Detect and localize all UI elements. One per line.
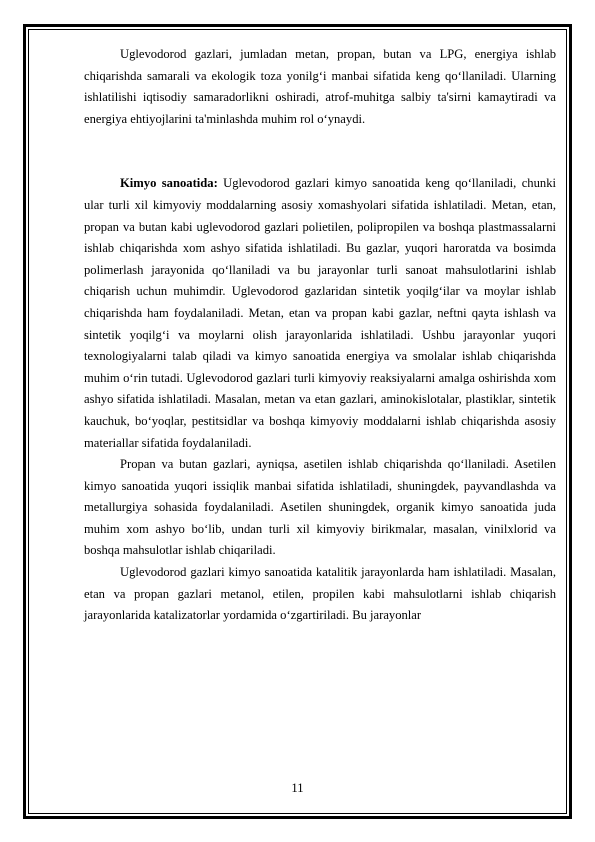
paragraph-acetylene — [84, 454, 556, 562]
paragraph-text: Propan va butan gazlari, ayniqsa, asetilen ishlab chiqarishda qo‘llaniladi. Asetilen kimyo sanoatida yuqori issiqlik manbai sifatida ishlatiladi, shuningdek, payvandlashda va metallurgiya sohasida foydalaniladi. Asetilen shuningdek, organik kimyo sanoatida juda muhim xom ashyo bo‘lib, undan turli xil kimyoviy birikmalar, masalan, vinilxlorid va boshqa mahsulotlar ishlab chiqariladi. — [84, 457, 556, 558]
paragraph-heading: Kimyo sanoatida: — [120, 176, 218, 191]
document-body — [84, 44, 556, 627]
paragraph-text: Uglevodorod gazlari kimyo sanoatida keng qo‘llaniladi, chunki ular turli xil kimyoviy moddalarning asosiy xomashyolari sifatida ishlatiladi. Metan, etan, propan va butan kabi uglevodorod gazlari polietilen, polipropilen va boshqa plastmassalarni ishlab chiqarishda xom ashyo sifatida ishlatiladi. Bu gazlar, yuqori haroratda va bosimda polimerlash jarayonida qo‘llaniladi va bu jarayonlar turli sanoat mahsulotlarini ishlab chiqarish uchun muhimdir. Uglevodorod gazlaridan sintetik yoqilg‘ilar va moylar ishlab chiqarishda ham foydalaniladi. Metan, etan va propan kabi gazlar, neftni qayta ishlash va sintetik yoqilg‘i va moylarni olish jarayonlarida ishlatiladi. Ushbu jarayonlar yuqori texnologiyalarni talab qiladi va kimyo sanoatida energiya va smolalar ishlab chiqarishda muhim o‘rin tutadi. Uglevodorod gazlari turli kimyoviy reaksiyalarni amalga oshirishda xom ashyo sifatida ishlatiladi. Masalan, metan va etan gazlari, aminokislotalar, plastiklar, sintetik kauchuk, bo‘yoqlar, pestitsidlar va boshqa kimyoviy moddalarni ishlab chiqarishda asosiy materiallar sifatida foydalaniladi. — [84, 176, 556, 450]
paragraph-text: Uglevodorod gazlari, jumladan metan, propan, butan va LPG, energiya ishlab chiqarishda samarali va ekologik toza yonilg‘i manbai sifatida keng qo‘llaniladi. Ularning ishlatilishi iqtisodiy samaradorlikni oshiradi, atrof-muhitga salbiy ta'sirni kamaytiradi va energiya ehtiyojlarini ta'minlashda muhim rol o‘ynaydi. — [84, 47, 556, 126]
paragraph-intro — [84, 44, 556, 130]
page-number: 11 — [291, 781, 304, 795]
paragraph-catalytic — [84, 562, 556, 627]
paragraph-chemical-industry — [84, 173, 556, 454]
paragraph-text: Uglevodorod gazlari kimyo sanoatida katalitik jarayonlarda ham ishlatiladi. Masalan, etan va propan gazlari metanol, etilen, propilen kabi mahsulotlarni ishlab chiqarish jarayonlarida katalizatorlar yordamida o‘zgartiriladi. Bu jarayonlar — [84, 565, 556, 623]
